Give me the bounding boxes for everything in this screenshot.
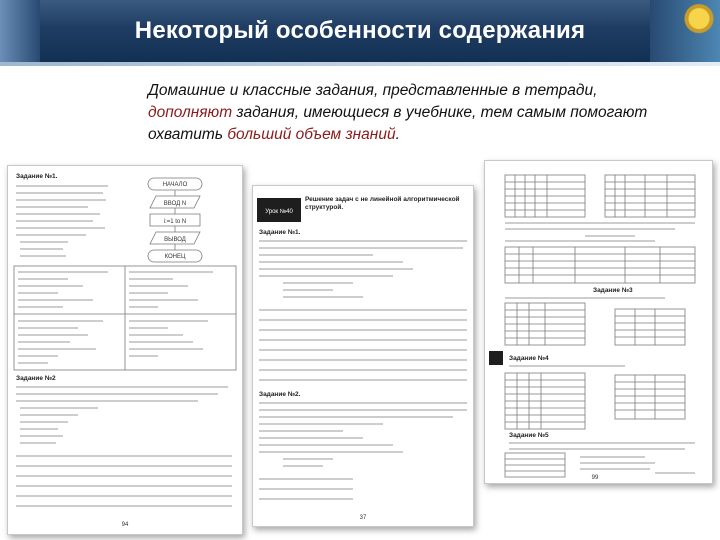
scan-right-badge-box — [489, 351, 503, 365]
title-bar — [0, 0, 720, 62]
scan-right-page-number: 99 — [591, 475, 599, 481]
intro-text — [148, 80, 688, 146]
scan-middle-answer-lines-1 — [259, 310, 467, 380]
flow-loop: i:=1 to N — [163, 219, 187, 225]
intro-highlight-1: дополняют — [148, 104, 233, 121]
scan-left-task2: Задание №2 — [16, 375, 56, 382]
scan-right-truth-table-1 — [505, 175, 585, 217]
scan-middle-task2: Задание №2. — [259, 391, 301, 398]
scan-middle-page-number: 37 — [359, 515, 367, 521]
scan-middle-page — [252, 185, 474, 527]
scan-left-answer-lines — [16, 456, 232, 506]
flow-end: КОНЕЦ — [164, 254, 186, 260]
scan-right-task4: Задание №4 — [509, 355, 549, 362]
scan-left-task1: Задание №1. — [16, 173, 58, 180]
scan-right-task3: Задание №3 — [593, 287, 633, 294]
scan-middle-task2-lines — [259, 403, 467, 466]
intro-part-2: задания, имеющиеся в учебнике, тем самым помогают охватить — [148, 104, 648, 143]
slide-title: Некоторый особенности содержания — [134, 17, 586, 44]
intro-part-1: Домашние и классные задания, представленные в тетради, — [148, 82, 598, 99]
scan-left-page — [7, 165, 243, 535]
scan-right-truth-table-5 — [505, 373, 685, 429]
intro-highlight-2: больший объем знаний — [227, 126, 396, 143]
scan-left-page-number: 94 — [121, 522, 129, 528]
scan-right-task5: Задание №5 — [509, 432, 549, 439]
scan-middle-heading-wrap — [305, 196, 465, 226]
scan-middle-answer-lines-2 — [259, 479, 353, 499]
intro-part-3: . — [395, 126, 400, 143]
scan-right-truth-table-2 — [605, 175, 695, 217]
scan-right-truth-table-3 — [505, 247, 695, 283]
scan-middle-svg — [253, 186, 473, 526]
scan-right-task5-lines — [505, 443, 695, 477]
scan-right-svg — [485, 161, 712, 483]
scan-middle-badge: Урок №40 — [265, 209, 293, 215]
scan-middle-heading: Решение задач с не линейной алгоритмической структурой. — [305, 196, 460, 211]
scan-left-text-lines — [16, 186, 108, 256]
flow-start: НАЧАЛО — [162, 182, 188, 188]
scan-left-svg — [8, 166, 242, 534]
flow-input: ВВОД N — [163, 201, 187, 207]
scan-right-truth-table-4 — [505, 303, 685, 345]
scan-right-page — [484, 160, 713, 484]
scan-left-code-table — [14, 266, 236, 370]
title-divider — [0, 62, 720, 66]
scan-right-text-lines-1 — [505, 223, 695, 241]
scan-middle-task1: Задание №1. — [259, 229, 301, 236]
scan-middle-task1-lines — [259, 241, 467, 297]
scan-left-task2-lines — [16, 387, 228, 443]
flow-output: ВЫВОД — [164, 237, 186, 243]
scan-left-flowchart — [148, 178, 202, 262]
